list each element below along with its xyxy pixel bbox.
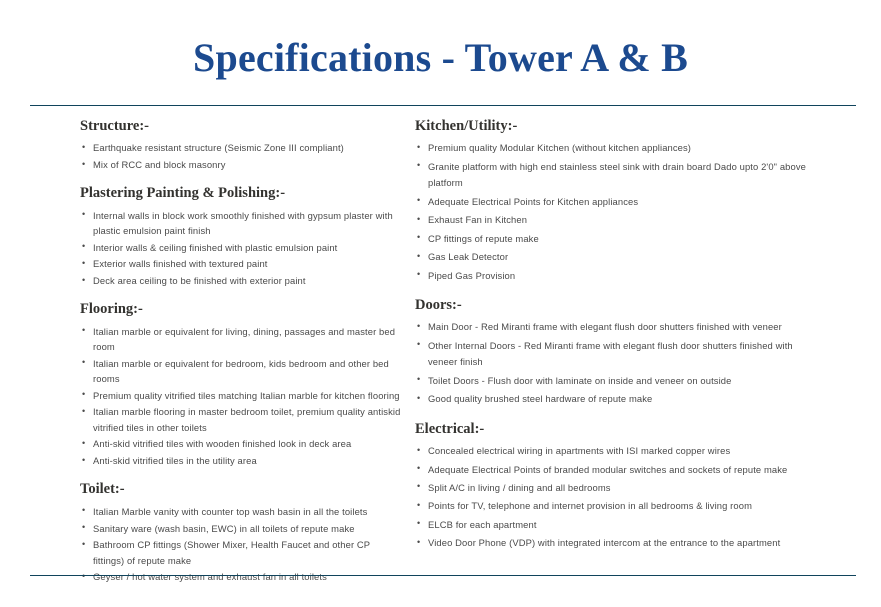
section-heading: Structure:- [80, 118, 149, 134]
list-item: • Main Door - Red Miranti frame with elegant flush door shutters finished with veneer [415, 319, 810, 335]
list-item: • Premium quality vitrified tiles matching Italian marble for kitchen flooring [80, 388, 402, 403]
list-item: • Italian marble or equivalent for living, dining, passages and master bed room [80, 324, 402, 354]
list-item: • Other Internal Doors - Red Miranti frame with elegant flush door shutters finished with veneer finish [415, 338, 810, 371]
list-item: • Video Door Phone (VDP) with integrated intercom at the entrance to the apartment [415, 535, 810, 551]
list-item: • Granite platform with high end stainless steel sink with drain board Dado upto 2'0" above platform [415, 159, 810, 192]
spec-section [415, 421, 810, 552]
section-heading: Flooring:- [80, 301, 143, 318]
title-area [0, 36, 881, 80]
spec-list [80, 504, 402, 585]
section-heading: Kitchen/Utility:- [415, 118, 518, 134]
list-item: • Interior walls & ceiling finished with plastic emulsion paint [80, 240, 402, 255]
right-column [410, 118, 820, 568]
list-item: • Concealed electrical wiring in apartments with ISI marked copper wires [415, 443, 810, 459]
list-item: • Exterior walls finished with textured paint [80, 256, 402, 271]
section-heading: Toilet:- [80, 481, 125, 498]
header-divider [30, 105, 856, 106]
list-item: • Gas Leak Detector [415, 249, 810, 265]
footer-divider [30, 575, 856, 576]
left-column [0, 118, 410, 583]
list-item: • Adequate Electrical Points for Kitchen appliances [415, 194, 810, 210]
list-item: • Mix of RCC and block masonry [80, 157, 402, 172]
list-item: • Anti-skid vitrified tiles in the utility area [80, 453, 402, 468]
spec-section [415, 297, 810, 408]
section-heading: Electrical:- [415, 420, 485, 437]
spec-list [80, 324, 402, 469]
list-item: • Adequate Electrical Points of branded modular switches and sockets of repute make [415, 462, 810, 478]
list-item: • Premium quality Modular Kitchen (without kitchen appliances) [415, 140, 810, 156]
content-columns [0, 118, 881, 583]
list-item: • Italian Marble vanity with counter top wash basin in all the toilets [80, 504, 402, 519]
list-item: • Earthquake resistant structure (Seismic Zone III compliant) [80, 140, 402, 155]
section-heading: Doors:- [415, 297, 462, 314]
spec-section [80, 185, 402, 288]
list-item: • Split A/C in living / dining and all bedrooms [415, 480, 810, 496]
list-item: • Italian marble flooring in master bedroom toilet, premium quality antiskid vitrified tiles in other toilets [80, 404, 402, 434]
spec-list [415, 140, 810, 284]
spec-list [415, 319, 810, 407]
spec-section [80, 481, 402, 584]
list-item: • Geyser / hot water system and exhaust fan in all toilets [80, 569, 402, 584]
spec-list [80, 208, 402, 289]
list-item: • Deck area ceiling to be finished with exterior paint [80, 273, 402, 288]
spec-list [415, 443, 810, 552]
list-item: • Bathroom CP fittings (Shower Mixer, Health Faucet and other CP fittings) of repute make [80, 537, 402, 567]
page-title: Specifications - Tower A & B [193, 35, 688, 80]
spec-section [80, 301, 402, 468]
list-item: • Internal walls in block work smoothly finished with gypsum plaster with plastic emulsion paint finish [80, 208, 402, 238]
section-heading: Plastering Painting & Polishing:- [80, 185, 286, 202]
list-item: • CP fittings of repute make [415, 231, 810, 247]
list-item: • Anti-skid vitrified tiles with wooden finished look in deck area [80, 436, 402, 451]
list-item: • Piped Gas Provision [415, 268, 810, 284]
list-item: • Italian marble or equivalent for bedroom, kids bedroom and other bed rooms [80, 356, 402, 386]
list-item: • Good quality brushed steel hardware of repute make [415, 391, 810, 407]
list-item: • Points for TV, telephone and internet provision in all bedrooms & living room [415, 498, 810, 514]
list-item: • ELCB for each apartment [415, 517, 810, 533]
spec-section [415, 118, 810, 284]
list-item: • Sanitary ware (wash basin, EWC) in all toilets of repute make [80, 521, 402, 536]
spec-section [80, 118, 402, 172]
list-item: • Toilet Doors - Flush door with laminate on inside and veneer on outside [415, 373, 810, 389]
list-item: • Exhaust Fan in Kitchen [415, 212, 810, 228]
spec-list [80, 140, 402, 172]
